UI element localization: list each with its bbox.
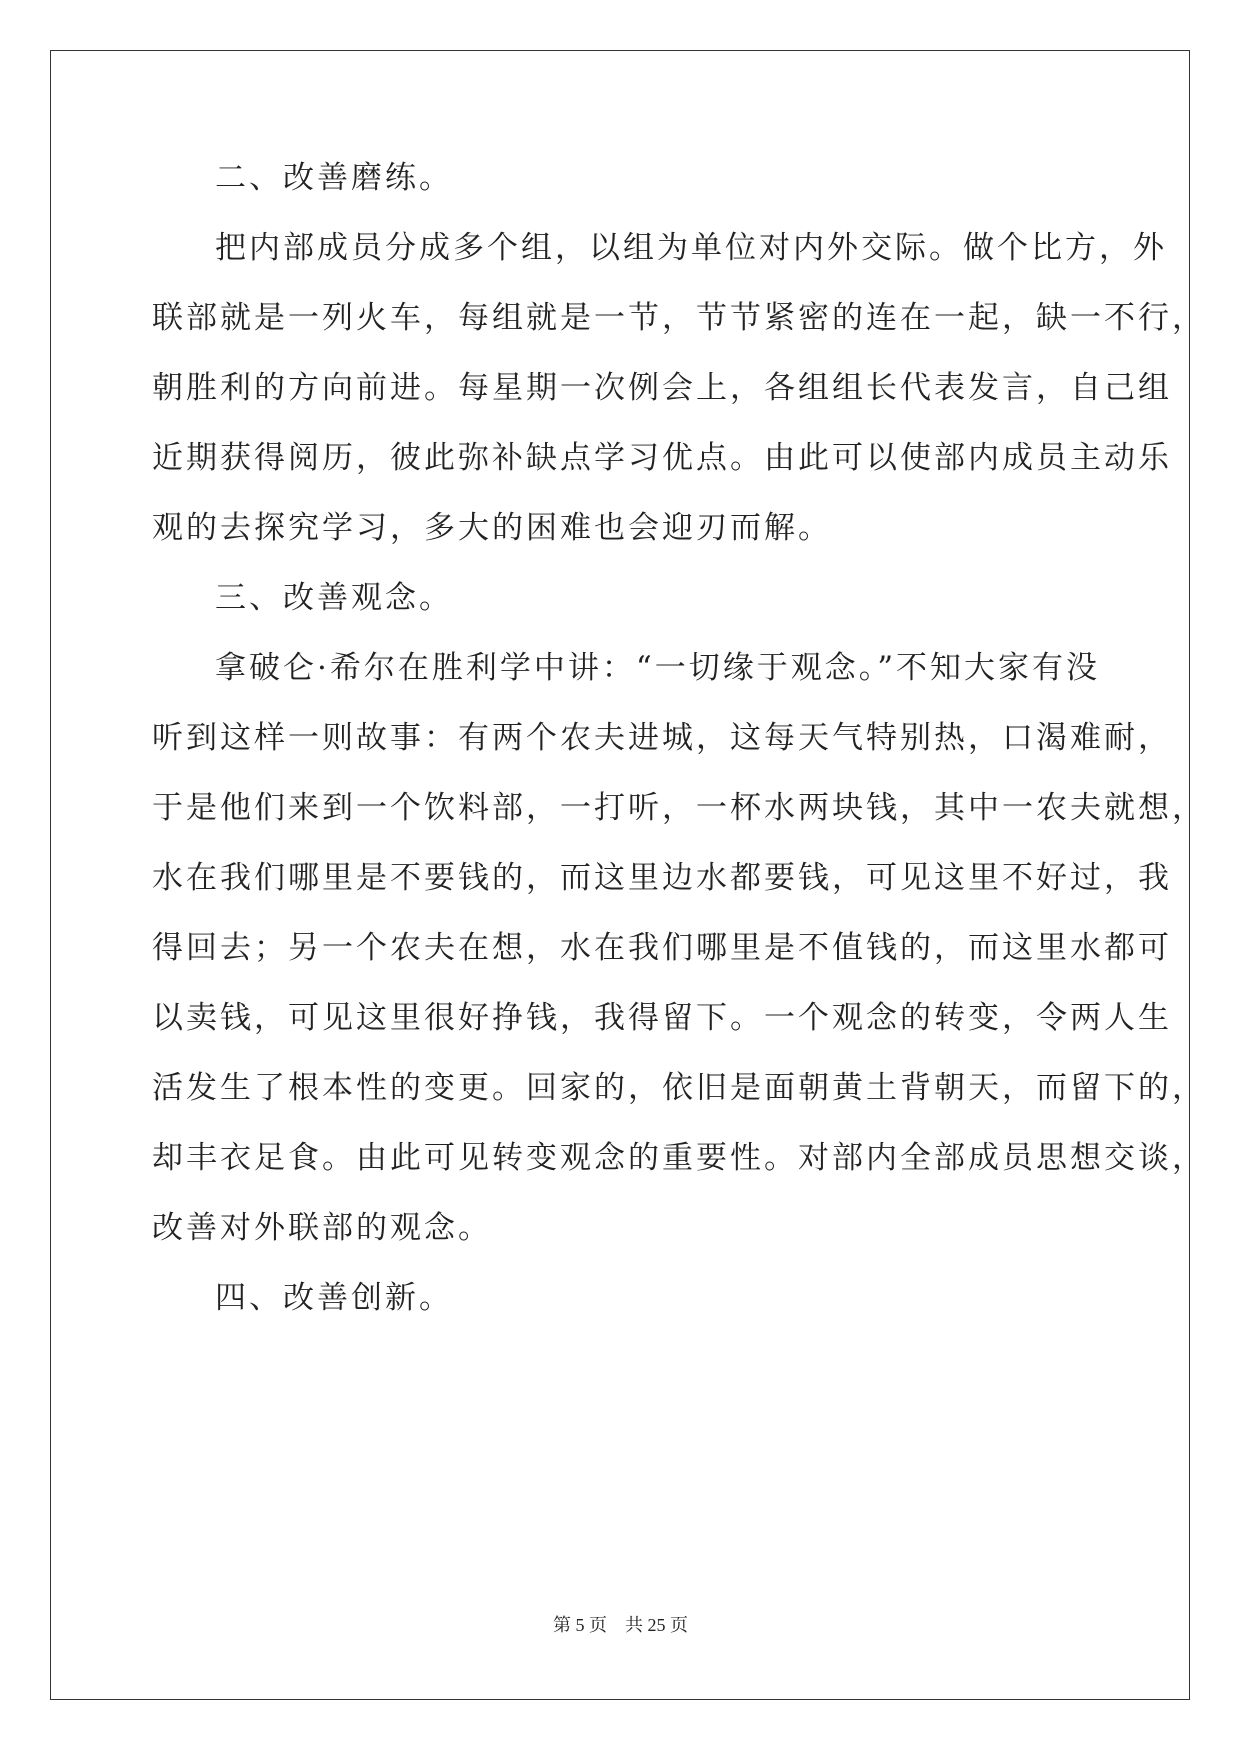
paragraph-line: 却丰衣足食。由此可见转变观念的重要性。对部内全部成员思想交谈， <box>152 1140 1206 1176</box>
paragraph-line: 观的去探究学习，多大的困难也会迎刃而解。 <box>152 510 832 546</box>
page-number: 第 5 页 <box>553 1615 607 1635</box>
paragraph-line: 改善对外联部的观念。 <box>152 1210 492 1246</box>
paragraph-line: 拿破仑·希尔在胜利学中讲：“一切缘于观念。”不知大家有没 <box>215 650 1101 686</box>
paragraph-line: 水在我们哪里是不要钱的，而这里边水都要钱，可见这里不好过，我 <box>152 860 1172 896</box>
paragraph-line: 近期获得阅历，彼此弥补缺点学习优点。由此可以使部内成员主动乐 <box>152 440 1172 476</box>
paragraph-line: 于是他们来到一个饮料部，一打听，一杯水两块钱，其中一农夫就想， <box>152 790 1206 826</box>
paragraph-line: 以卖钱，可见这里很好挣钱，我得留下。一个观念的转变，令两人生 <box>152 1000 1172 1036</box>
paragraph-line: 朝胜利的方向前进。每星期一次例会上，各组组长代表发言，自己组 <box>152 370 1172 406</box>
page-total: 共 25 页 <box>625 1615 688 1635</box>
paragraph-line: 得回去；另一个农夫在想，水在我们哪里是不值钱的，而这里水都可 <box>152 930 1172 966</box>
section-heading-3: 三、改善观念。 <box>215 580 453 616</box>
section-heading-2: 二、改善磨练。 <box>215 160 453 196</box>
section-heading-4: 四、改善创新。 <box>215 1280 453 1316</box>
page-footer <box>0 1613 1241 1637</box>
paragraph-line: 把内部成员分成多个组，以组为单位对内外交际。做个比方，外 <box>215 230 1167 266</box>
paragraph-line: 活发生了根本性的变更。回家的，依旧是面朝黄土背朝天，而留下的， <box>152 1070 1206 1106</box>
paragraph-line: 听到这样一则故事：有两个农夫进城，这每天气特别热，口渴难耐， <box>152 720 1172 756</box>
paragraph-line: 联部就是一列火车，每组就是一节，节节紧密的连在一起，缺一不行， <box>152 300 1206 336</box>
